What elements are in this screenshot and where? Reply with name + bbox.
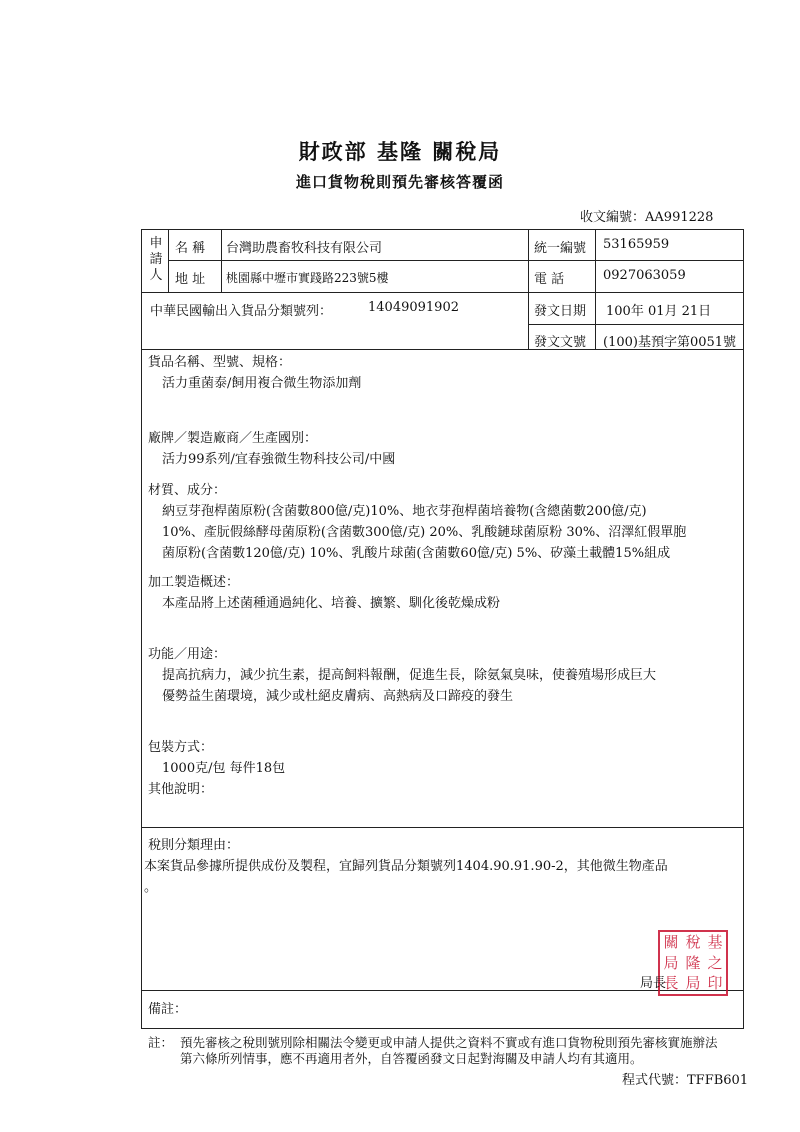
goods-name-label: 貨品名稱、型號、規格： xyxy=(148,355,292,370)
col-divider xyxy=(221,229,222,292)
applicant-char: 請 xyxy=(149,252,163,267)
receive-number xyxy=(580,206,713,225)
function-section xyxy=(148,644,656,707)
form-code-value: TFFB601 xyxy=(687,1073,749,1088)
other-label: 其他說明： xyxy=(148,782,214,797)
remarks-label: 備註： xyxy=(148,1002,188,1017)
goods-name-section xyxy=(148,352,361,394)
seal-char: 長 xyxy=(663,974,679,993)
signatory-title: 局長 xyxy=(640,976,667,991)
material-section xyxy=(148,480,686,564)
function-line: 提高抗病力，減少抗生素，提高飼料報酬，促進生長，除氨氣臭味，使養殖場形成巨大 xyxy=(162,668,657,683)
receive-number-value: AA991228 xyxy=(645,210,714,225)
brand-value: 活力99系列/宜春強微生物科技公司/中國 xyxy=(162,452,396,467)
seal-char: 局 xyxy=(663,953,679,972)
reason-line: 。 xyxy=(144,880,158,895)
reason-label: 稅則分類理由： xyxy=(148,838,240,853)
company-address: 桃園縣中壢市實踐路223號5樓 xyxy=(226,271,389,285)
agency-title: 財政部 基隆 關稅局 xyxy=(298,139,502,164)
name-label: 名 稱 xyxy=(175,241,206,256)
issue-date-value: 100年 01月 21日 xyxy=(606,304,712,319)
material-line: 納豆芽孢桿菌原粉(含菌數800億/克)10%、地衣芽孢桿菌培養物(含總菌數200億/克) xyxy=(162,504,647,519)
packing-section xyxy=(148,737,285,800)
material-line: 10%、產朊假絲酵母菌原粉(含菌數300億/克) 20%、乳酸鏈球菌原粉 30%、沼澤紅假單胞 xyxy=(162,525,687,540)
material-label: 材質、成分： xyxy=(148,483,227,498)
address-label: 地 址 xyxy=(175,272,206,287)
tax-id-label: 統一編號 xyxy=(534,241,587,256)
tax-id-value: 53165959 xyxy=(603,237,670,252)
row-divider xyxy=(141,292,744,293)
receive-number-label: 收文編號： xyxy=(580,210,646,225)
phone-label: 電 話 xyxy=(534,272,565,287)
col-divider xyxy=(595,229,596,349)
footnote-line: 預先審核之稅則號別除相關法令變更或申請人提供之資料不實或有進口貨物稅則預先審核實施辦法 xyxy=(180,1035,718,1050)
seal-char: 印 xyxy=(707,974,723,993)
reason-section xyxy=(144,835,668,898)
brand-label: 廠牌／製造廠商／生產國別： xyxy=(148,431,318,446)
phone-value: 0927063059 xyxy=(603,268,686,283)
col-divider xyxy=(528,229,529,349)
seal-char: 關 xyxy=(663,933,679,951)
seal-char: 之 xyxy=(707,953,723,972)
function-line: 優勢益生菌環境，減少或杜絕皮膚病、高熱病及口蹄疫的發生 xyxy=(162,689,514,704)
document-title: 進口貨物稅則預先審核答覆函 xyxy=(295,173,504,191)
process-section xyxy=(148,572,500,614)
official-seal xyxy=(658,930,728,996)
reason-line: 本案貨品參據所提供成份及製程，宜歸列貨品分類號列1404.90.91.90-2，其他微生物產品 xyxy=(144,859,668,874)
form-code xyxy=(622,1069,748,1088)
company-name: 台灣助農畜牧科技有限公司 xyxy=(226,241,383,256)
classification-value: 14049091902 xyxy=(368,300,459,315)
seal-char: 基 xyxy=(707,933,723,951)
process-label: 加工製造概述： xyxy=(148,575,240,590)
issue-number-value: (100)基預字第0051號 xyxy=(603,335,737,350)
process-value: 本產品將上述菌種通過純化、培養、擴繁、馴化後乾燥成粉 xyxy=(162,596,501,611)
col-divider xyxy=(168,229,169,292)
material-line: 菌原粉(含菌數120億/克) 10%、乳酸片球菌(含菌數60億/克) 5%、矽藻土載體15%組成 xyxy=(162,546,671,561)
classification-label: 中華民國輸出入貨品分類號列： xyxy=(150,304,333,319)
applicant-char: 人 xyxy=(149,268,163,283)
packing-value: 1000克/包 每件18包 xyxy=(162,761,286,776)
goods-name-value: 活力重菌泰/飼用複合微生物添加劑 xyxy=(162,376,362,391)
packing-label: 包裝方式： xyxy=(148,740,214,755)
issue-number-label: 發文文號 xyxy=(534,335,587,350)
seal-char: 局 xyxy=(685,974,701,993)
brand-section xyxy=(148,428,395,470)
row-divider xyxy=(168,260,744,261)
applicant-char: 申 xyxy=(149,236,163,251)
row-divider xyxy=(528,324,744,325)
footnote-line: 第六條所列情事，應不再適用者外，自答覆函發文日起對海關及申請人均有其適用。 xyxy=(180,1051,643,1066)
seal-char: 稅 xyxy=(685,933,701,951)
row-divider xyxy=(141,827,744,828)
issue-date-label: 發文日期 xyxy=(534,304,587,319)
applicant-label xyxy=(145,236,167,284)
form-code-label: 程式代號： xyxy=(622,1073,688,1088)
footnote-label: 註： xyxy=(148,1035,174,1050)
seal-char: 隆 xyxy=(685,953,701,972)
function-label: 功能／用途： xyxy=(148,647,227,662)
